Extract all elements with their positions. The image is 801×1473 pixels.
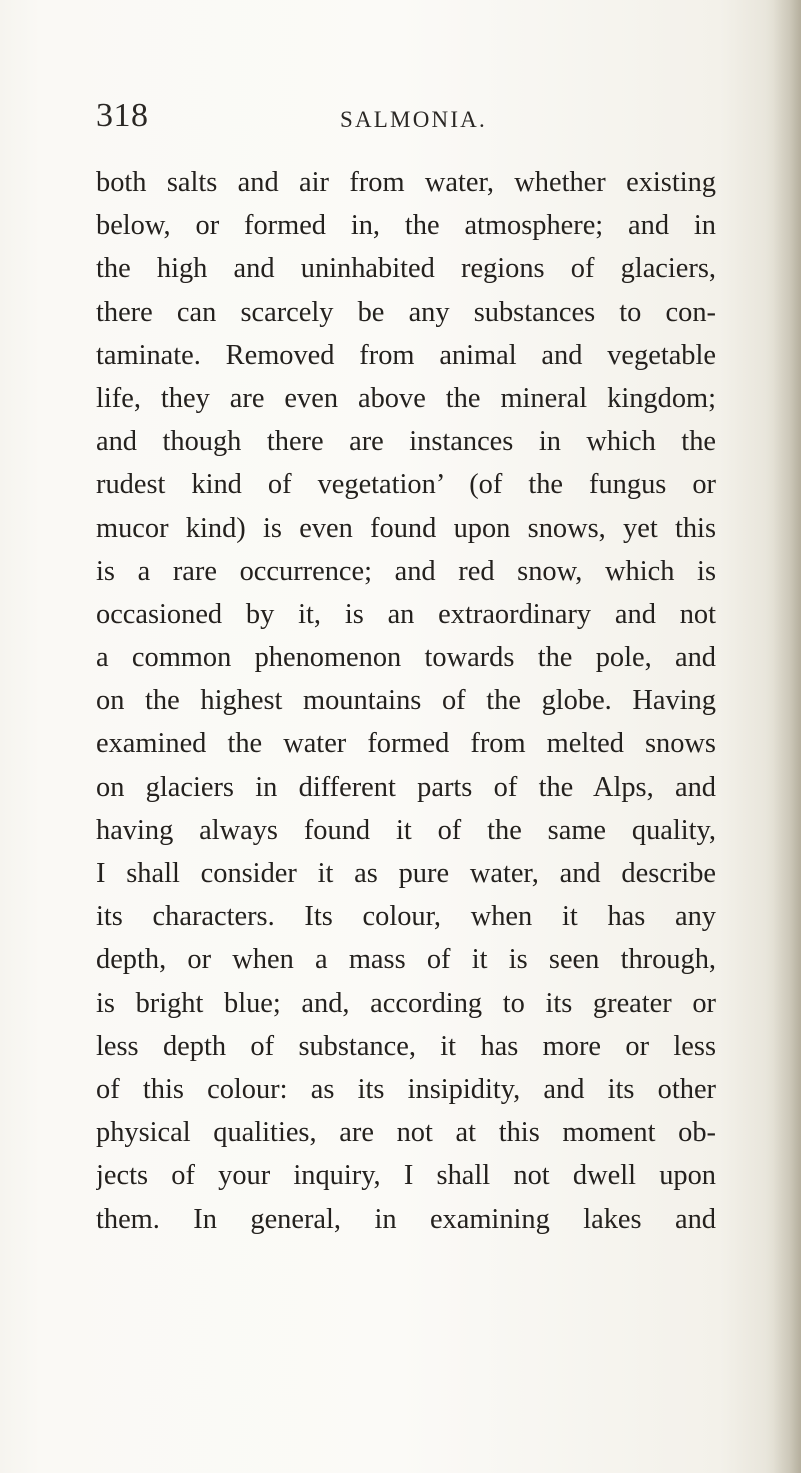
text-line: physical qualities, are not at this moment ob-: [96, 1117, 716, 1149]
text-line: taminate. Removed from animal and vegetable: [96, 339, 716, 371]
text-line: occasioned by it, is an extraordinary and not: [96, 598, 716, 630]
text-line: I shall consider it as pure water, and describe: [96, 858, 716, 889]
page-number: 318: [96, 97, 149, 134]
text-line: below, or formed in, the atmosphere; and in: [96, 210, 716, 242]
text-line: having always found it of the same quality,: [96, 814, 716, 846]
text-line: them. In general, in examining lakes and: [96, 1203, 716, 1235]
text-line: on glaciers in different parts of the Alps, and: [96, 771, 716, 803]
text-line: jects of your inquiry, I shall not dwell upon: [96, 1160, 716, 1192]
text-line: on the highest mountains of the globe. Having: [96, 685, 716, 717]
text-line: mucor kind) is even found upon snows, yet this: [96, 512, 716, 544]
running-head: SALMONIA.: [340, 107, 487, 132]
text-line: is a rare occurrence; and red snow, which is: [96, 555, 716, 587]
page-edge-shadow: [773, 0, 801, 1473]
body-text: [96, 161, 716, 1241]
text-line: both salts and air from water, whether existing: [96, 167, 716, 198]
text-line: a common phenomenon towards the pole, and: [96, 642, 716, 674]
text-line: depth, or when a mass of it is seen through,: [96, 944, 716, 976]
page-header: [96, 96, 716, 140]
text-line: life, they are even above the mineral kingdom;: [96, 382, 716, 414]
text-line: there can scarcely be any substances to con-: [96, 296, 716, 328]
text-line: examined the water formed from melted snows: [96, 728, 716, 760]
text-line: less depth of substance, it has more or less: [96, 1030, 716, 1062]
text-line: its characters. Its colour, when it has any: [96, 901, 716, 933]
text-line: of this colour: as its insipidity, and its other: [96, 1073, 716, 1105]
text-line: rudest kind of vegetation’ (of the fungus or: [96, 469, 716, 501]
text-line: the high and uninhabited regions of glaciers,: [96, 253, 716, 285]
text-line: and though there are instances in which the: [96, 426, 716, 458]
text-line: is bright blue; and, according to its greater or: [96, 987, 716, 1019]
